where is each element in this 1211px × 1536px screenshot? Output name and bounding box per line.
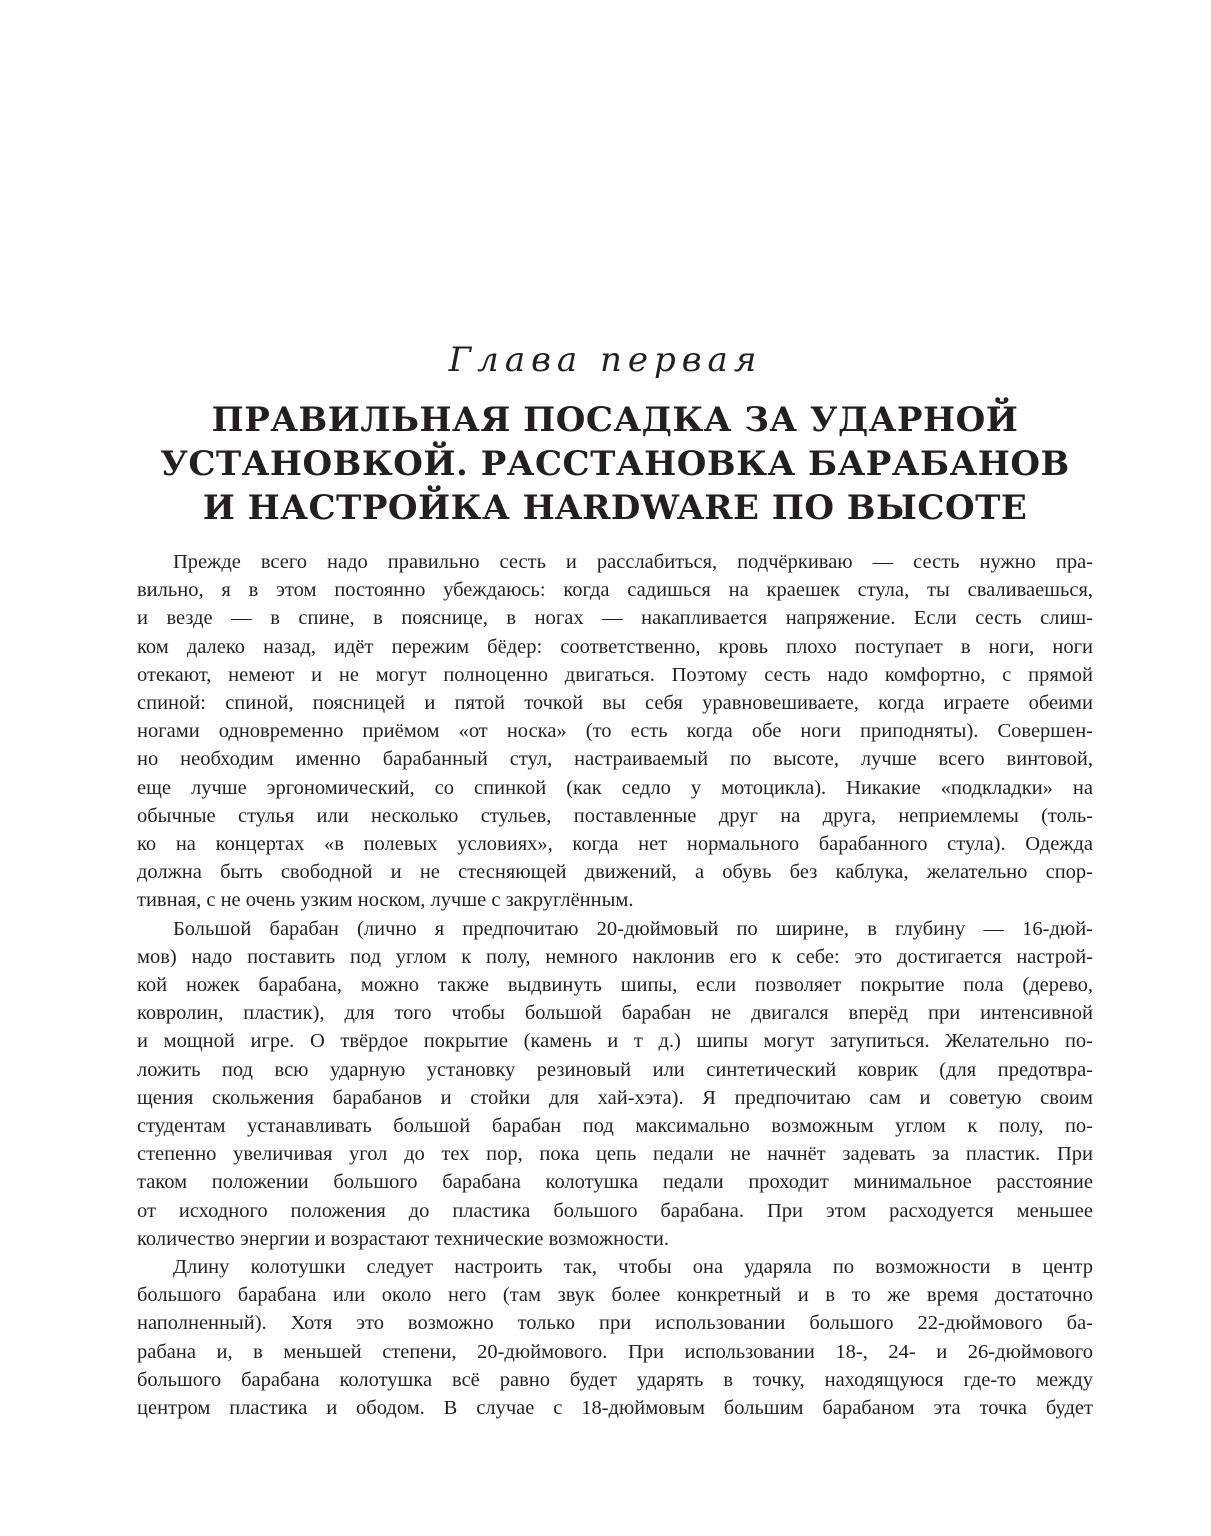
- paragraph-1: [137, 548, 1093, 915]
- text-line: обычные стулья или несколько стульев, поставленные друг на друга, неприемлемы (толь-: [137, 804, 1093, 827]
- chapter-title-line: И НАСТРОЙКА HARDWARE ПО ВЫСОТЕ: [202, 488, 1028, 528]
- text-line: степенно увеличивая угол до тех пор, пока цепь педали не начнёт задевать за пластик. При: [137, 1143, 1093, 1166]
- text-line: должна быть свободной и не стесняющей движений, а обувь без каблука, желательно спор-: [137, 861, 1093, 884]
- text-line: большого барабана или около него (там звук более конкретный и в то же время достаточно: [137, 1284, 1093, 1307]
- text-line: и везде — в спине, в пояснице, в ногах — накапливается напряжение. Если сесть слиш-: [137, 607, 1093, 630]
- text-line: количество энергии и возрастают технические возможности.: [137, 1227, 669, 1250]
- chapter-title-line: ПРАВИЛЬНАЯ ПОСАДКА ЗА УДАРНОЙ: [211, 400, 1019, 440]
- text-line: ковролин, пластик), для того чтобы большой барабан не двигался вперёд при интенсивной: [137, 1002, 1093, 1025]
- text-line: кой ножек барабана, можно также выдвинуть шипы, если позволяет покрытие пола (дерево,: [137, 974, 1093, 997]
- text-line: мов) надо поставить под углом к полу, немного наклонив его к себе: это достигается настрой-: [137, 945, 1093, 968]
- chapter-label: Глава первая: [448, 340, 763, 380]
- text-line: щения скольжения барабанов и стойки для хай-хэта). Я предпочитаю сам и советую своим: [137, 1086, 1093, 1109]
- chapter-title-line: УСТАНОВКОЙ. РАССТАНОВКА БАРАБАНОВ: [160, 444, 1070, 484]
- paragraph-2: [137, 915, 1093, 1253]
- paragraph-3: [137, 1253, 1093, 1422]
- text-line: ком далеко назад, идёт пережим бёдер: соответственно, кровь плохо поступает в ноги, ноги: [137, 635, 1093, 658]
- text-line: наполненный). Хотя это возможно только при использовании большого 22-дюймового ба-: [137, 1312, 1093, 1335]
- text-line: ко на концертах «в полевых условиях», когда нет нормального барабанного стула). Одежда: [137, 833, 1093, 856]
- text-line: ложить под всю ударную установку резиновый или синтетический коврик (для предотвра-: [137, 1058, 1093, 1081]
- text-line: рабана и, в меньшей степени, 20-дюймового. При использовании 18-, 24- и 26-дюймового: [137, 1340, 1093, 1363]
- text-line: отекают, немеют и не могут полноценно двигаться. Поэтому сесть надо комфортно, с прямой: [137, 663, 1093, 686]
- text-line: вильно, я в этом постоянно убеждаюсь: когда садишься на краешек стула, ты сваливаешься,: [137, 579, 1093, 602]
- text-line: ногами одновременно приёмом «от носка» (то есть когда обе ноги приподняты). Совершен-: [137, 720, 1093, 743]
- text-line: но необходим именно барабанный стул, настраиваемый по высоте, лучше всего винтовой,: [137, 748, 1093, 771]
- text-line: таком положении большого барабана колотушка педали проходит минимальное расстояние: [137, 1171, 1093, 1194]
- text-line: большого барабана колотушка всё равно будет ударять в точку, находящуюся где-то между: [137, 1368, 1093, 1391]
- text-line: еще лучше эргономический, со спинкой (как седло у мотоцикла). Никакие «подкладки» на: [137, 776, 1093, 799]
- text-line: центром пластика и ободом. В случае с 18-дюймовым большим барабаном эта точка будет: [137, 1397, 1093, 1420]
- text-line: тивная, с не очень узким носком, лучше с закруглённым.: [137, 889, 634, 912]
- text-line: спиной: спиной, поясницей и пятой точкой вы себя уравновешиваете, когда играете обеими: [137, 692, 1093, 715]
- text-line: студентам устанавливать большой барабан под максимально возможным углом к полу, по-: [137, 1115, 1093, 1138]
- text-line: Большой барабан (лично я предпочитаю 20-дюймовый по ширине, в глубину — 16-дюй-: [173, 917, 1093, 940]
- text-line: и мощной игре. О твёрдое покрытие (камень и т д.) шипы могут затупиться. Желательно по-: [137, 1030, 1093, 1053]
- chapter-title: [100, 398, 1130, 530]
- text-line: Прежде всего надо правильно сесть и расслабиться, подчёркиваю — сесть нужно пра-: [173, 551, 1093, 573]
- body-text: [137, 548, 1093, 1422]
- text-line: Длину колотушки следует настроить так, чтобы она ударяла по возможности в центр: [173, 1256, 1093, 1279]
- text-line: от исходного положения до пластика большого барабана. При этом расходуется меньшее: [137, 1199, 1093, 1222]
